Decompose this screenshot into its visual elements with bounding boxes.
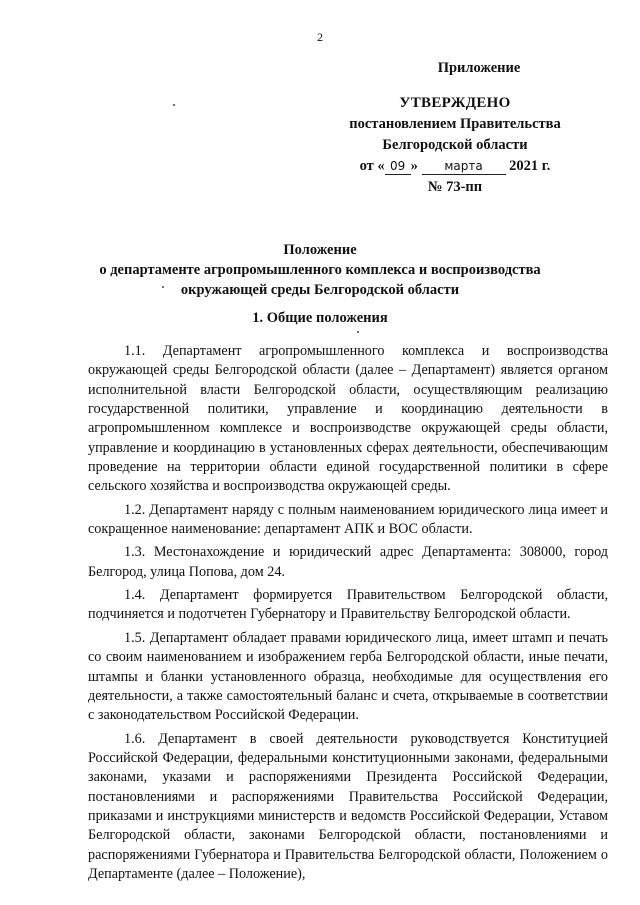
- paragraph-1-2: 1.2. Департамент наряду с полным наименованием юридического лица имеет и сокращенное наименование: департамент АПК и ВОС области.: [88, 501, 608, 538]
- paragraph-1-4: 1.4. Департамент формируется Правительством Белгородской области, подчиняется и подотчетен Губернатору и Правительству Белгородской области.: [88, 587, 608, 623]
- number-value: 73-пп: [446, 179, 483, 195]
- title-line-2: о департаменте агропромышленного комплекса и воспроизводства: [99, 262, 541, 278]
- approval-date: [330, 156, 580, 177]
- approval-line-1: постановлением Правительства: [349, 116, 561, 132]
- title-line-1: Положение: [283, 242, 357, 258]
- date-day: 09: [385, 159, 411, 175]
- paragraph-1-6: 1.6. Департамент в своей деятельности руководствуется Конституцией Российской Федерации, федеральными конституционными законами, федеральными законами, указами и распоряжениями Президента Российской Федерации, постановлениями и распоряжениями Правительства Российской Федерации, приказами и инструкциями министерств и ведомств Российской Федерации, Уставом Белгородской области, законами Белгородской области, постановлениями и распоряжениями Губернатора и Правительства Белгородской области, Положением о Департаменте (далее – Положение),: [88, 730, 608, 882]
- paragraph-1-5: 1.5. Департамент обладает правами юридического лица, имеет штамп и печать со своим наименованием и изображением герба Белгородской области, иные печати, штампы и бланки установленного образца, необходимые для осуществления его деятельности, а также самостоятельный баланс и счета, открываемые в соответствии с законодательством Российской Федерации.: [88, 629, 608, 724]
- scan-speck: [357, 331, 359, 333]
- approval-block: [330, 58, 580, 198]
- section-heading: 1. Общие положения: [252, 310, 388, 326]
- appendix-label: Приложение: [437, 60, 521, 76]
- approval-number: [330, 177, 580, 198]
- title-line-3: окружающей среды Белгородской области: [180, 282, 460, 298]
- page-number: 2: [317, 30, 323, 44]
- date-year: 2021 г.: [509, 158, 551, 174]
- date-month: марта: [422, 159, 506, 175]
- scan-speck: [173, 104, 175, 106]
- paragraph-1-3: 1.3. Местонахождение и юридический адрес Департамента: 308000, город Белгород, улица Попова, дом 24.: [88, 544, 608, 580]
- date-prefix: от «: [359, 158, 385, 174]
- paragraph-1-1: 1.1. Департамент агропромышленного комплекса и воспроизводства окружающей среды Белгородской области (далее – Департамент) является органом исполнительной власти Белгородской области, осуществляющим реализацию государственной политики, управление и координацию деятельности в агропромышленном комплексе и воспроизводстве окружающей среды области, управление и координацию в установленных сферах деятельности, обеспечивающим проведение на территории области единой государственной политики в сфере сельского хозяйства и воспроизводства окружающей среды.: [88, 343, 608, 495]
- number-prefix: №: [427, 179, 443, 195]
- body-text: [88, 342, 608, 888]
- date-mid: »: [410, 158, 418, 174]
- document-title: [60, 240, 580, 300]
- approved-label: УТВЕРЖДЕНО: [399, 95, 511, 111]
- scan-speck: [162, 286, 164, 288]
- approval-line-2: Белгородской области: [382, 137, 528, 153]
